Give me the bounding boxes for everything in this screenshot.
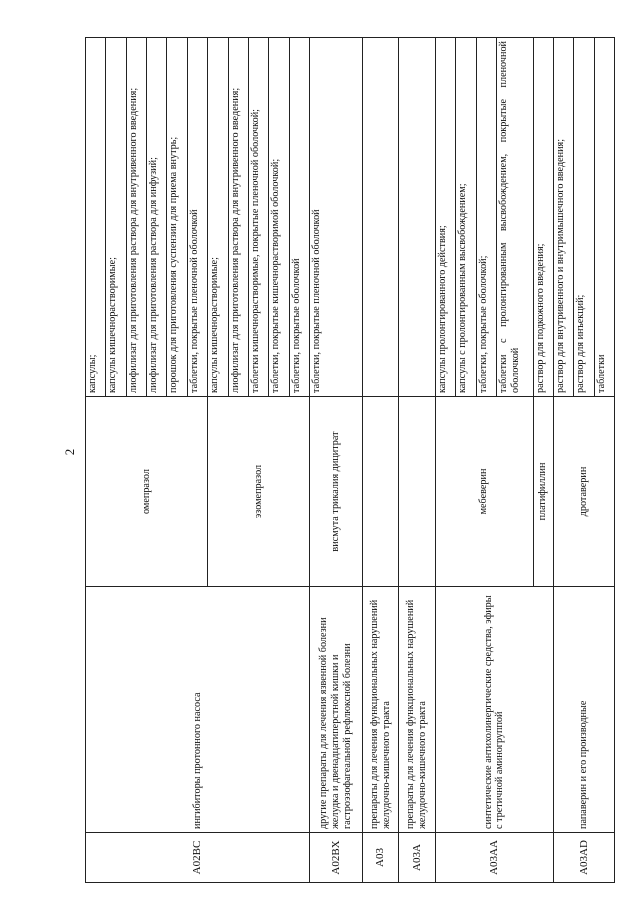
drug-name: платифиллин bbox=[533, 397, 553, 587]
atc-code: A03AA bbox=[435, 833, 553, 883]
dosage-form: таблетки с пролонгированным высвобождением, покрытые пленочной оболочкой bbox=[496, 38, 533, 397]
drug-name: дротаверин bbox=[553, 397, 614, 587]
dosage-form: порошок для приготовления суспензии для приема внутрь; bbox=[167, 38, 187, 397]
atc-code: A03A bbox=[399, 833, 436, 883]
dosage-form: лиофилизат для приготовления раствора для инфузий; bbox=[147, 38, 167, 397]
dosage-form: лиофилизат для приготовления раствора для внутривенного введения; bbox=[228, 38, 248, 397]
dosage-form: таблетки, покрытые пленочной оболочкой bbox=[309, 38, 362, 397]
dosage-form: раствор для инъекций; bbox=[574, 38, 594, 397]
dosage-form: капсулы пролонгированного действия; bbox=[435, 38, 455, 397]
drug-name: мебеверин bbox=[435, 397, 533, 587]
dosage-form: раствор для внутривенного и внутримышечного введения; bbox=[553, 38, 573, 397]
empty-cell bbox=[399, 397, 436, 587]
table-row bbox=[309, 38, 362, 883]
medication-table bbox=[85, 37, 615, 883]
dosage-form: капсулы кишечнорастворимые; bbox=[208, 38, 228, 397]
page-number: 2 bbox=[62, 448, 77, 456]
dosage-form: таблетки кишечнорастворимые, покрытые пленочной оболочкой; bbox=[248, 38, 268, 397]
dosage-form: таблетки, покрытые оболочкой; bbox=[476, 38, 496, 397]
atc-code: A03AD bbox=[553, 833, 614, 883]
atc-code: A02BX bbox=[309, 833, 362, 883]
table-row bbox=[86, 38, 106, 883]
table-row bbox=[362, 38, 399, 883]
table-row bbox=[553, 38, 573, 883]
group-name: папаверин и его производные bbox=[553, 587, 614, 833]
dosage-form: капсулы; bbox=[86, 38, 106, 397]
group-name: препараты для лечения функциональных нарушений желудочно-кишечного тракта bbox=[362, 587, 399, 833]
empty-cell bbox=[362, 397, 399, 587]
group-name: препараты для лечения функциональных нарушений желудочно-кишечного тракта bbox=[399, 587, 436, 833]
dosage-form: таблетки, покрытые оболочкой bbox=[289, 38, 309, 397]
dosage-form: капсулы с пролонгированным высвобождением; bbox=[456, 38, 476, 397]
atc-code: A03 bbox=[362, 833, 399, 883]
drug-name: омепразол bbox=[86, 397, 208, 587]
group-name: другие препараты для лечения язвенной болезни желудка и двенадцатиперстной кишки и гастроэзофагеальной рефлюксной болезни bbox=[309, 587, 362, 833]
empty-cell bbox=[399, 38, 436, 397]
dosage-form: таблетки, покрытые кишечнорастворимой оболочкой; bbox=[269, 38, 289, 397]
dosage-form: раствор для подкожного введения; bbox=[533, 38, 553, 397]
atc-code: A02BC bbox=[86, 833, 310, 883]
dosage-form: таблетки, покрытые пленочной оболочкой bbox=[187, 38, 207, 397]
dosage-form: капсулы кишечнорастворимые; bbox=[106, 38, 126, 397]
table-row bbox=[399, 38, 436, 883]
group-name: ингибиторы протонного насоса bbox=[86, 587, 310, 833]
table-row bbox=[435, 38, 455, 883]
drug-name: эзомепразол bbox=[208, 397, 310, 587]
drug-name: висмута трикалия дицитрат bbox=[309, 397, 362, 587]
empty-cell bbox=[362, 38, 399, 397]
dosage-form: таблетки bbox=[594, 38, 614, 397]
group-name: синтетические антихолинергические средства, эфиры с третичной аминогруппой bbox=[435, 587, 553, 833]
rotated-table-container bbox=[85, 38, 615, 883]
dosage-form: лиофилизат для приготовления раствора для внутривенного введения; bbox=[126, 38, 146, 397]
